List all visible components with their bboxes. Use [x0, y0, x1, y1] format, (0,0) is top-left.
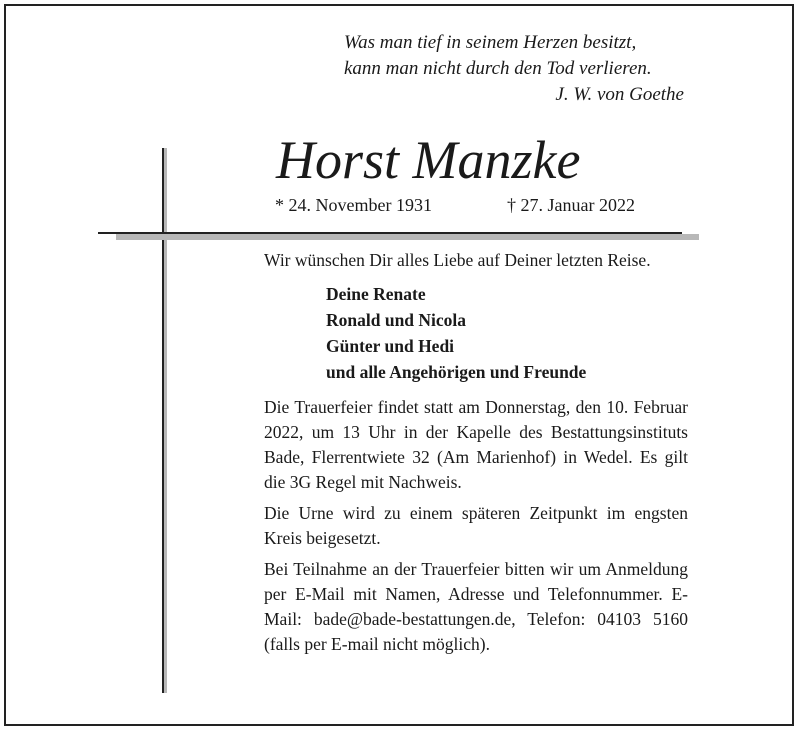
- deceased-name: Horst Manzke: [276, 130, 581, 190]
- urn-info-paragraph: Die Urne wird zu einem späteren Zeitpunkt im engsten Kreis beigesetzt.: [264, 503, 688, 548]
- quote-line-2: kann man nicht durch den Tod verlieren.: [344, 58, 652, 79]
- farewell-wish: Wir wünschen Dir alles Liebe auf Deiner letzten Reise.: [264, 250, 651, 270]
- signer: Günter und Hedi: [326, 336, 455, 356]
- goethe-quote: [344, 30, 684, 108]
- funeral-info-paragraph: Die Trauerfeier findet statt am Donnerstag, den 10. Februar 2022, um 13 Uhr in der Kapelle des Bestattungsinstituts Bade, Flerrentwiete 32 (Am Marienhof) in Wedel. Es gilt die 3G Regel mit Nachweis.: [264, 397, 688, 492]
- cross-horizontal-bar: [98, 232, 682, 234]
- death-date: † 27. Januar 2022: [507, 195, 635, 215]
- registration-info-paragraph: Bei Teilnahme an der Trauerfeier bitten wir um Anmeldung per E-Mail mit Namen, Adresse und Telefonnummer. E-Mail: bade@bade-bestattungen.de, Telefon: 04103 5160 (falls per E-mail nicht möglich).: [264, 559, 688, 654]
- signers-list: [264, 281, 688, 385]
- cross-vertical-bar: [163, 148, 167, 693]
- obituary-body: [264, 248, 688, 663]
- signer: und alle Angehörigen und Freunde: [326, 362, 587, 382]
- cross-horizontal-shadow: [116, 234, 699, 240]
- signer: Ronald und Nicola: [326, 310, 467, 330]
- quote-line-1: Was man tief in seinem Herzen besitzt,: [344, 32, 637, 53]
- birth-date: * 24. November 1931: [275, 195, 432, 215]
- life-dates: [275, 194, 635, 216]
- quote-author: J. W. von Goethe: [555, 84, 684, 105]
- signer: Deine Renate: [326, 284, 426, 304]
